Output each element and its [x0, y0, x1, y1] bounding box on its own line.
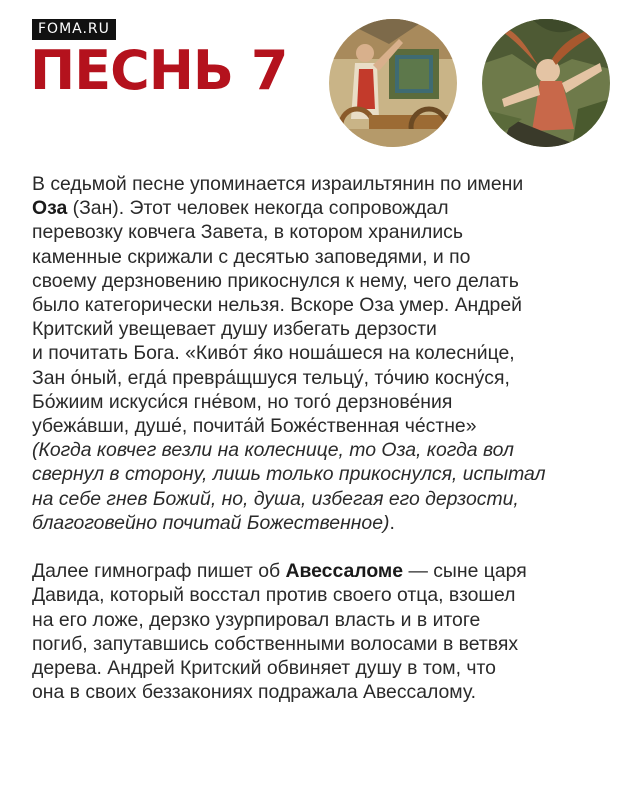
text-fragment: .	[389, 511, 395, 534]
text-line: Давида, который восстал против своего отца, взошел	[32, 584, 516, 607]
text-line: она в своих беззакониях подражала Авессалому.	[32, 681, 476, 704]
translation-line	[32, 511, 622, 535]
text-line: было категорически нельзя. Вскоре Оза умер. Андрей	[32, 294, 522, 317]
translation-line: свернул в сторону, лишь только прикоснулся, испытал	[32, 463, 546, 486]
paragraph-gap	[32, 535, 622, 559]
text-line: Зан о́ный, егда́ превра́щшуся тельцу́, то́чию косну́ся,	[32, 366, 510, 389]
text-line: Критский увещевает душу избегать дерзости	[32, 318, 437, 341]
text-line: каменные скрижали с десятью заповедями, и по	[32, 245, 471, 268]
paragraph-absalom	[32, 559, 622, 704]
text-line: дерева. Андрей Критский обвиняет душу в том, что	[32, 657, 496, 680]
page-title: ПЕСНЬ 7	[30, 39, 288, 102]
article-body	[32, 172, 622, 704]
name-oza: Оза	[32, 197, 68, 220]
paragraph-oza	[32, 172, 622, 535]
illustration-ark-cart	[329, 19, 457, 147]
translation-line: (Когда ковчег везли на колеснице, то Оза, когда вол	[32, 439, 514, 462]
illustration-absalom	[482, 19, 610, 147]
text-line: и почитать Бога. «Киво́т я́ко ноша́шеся на колесни́це,	[32, 342, 515, 365]
text-line: В седьмой песне упоминается израильтянин по имени	[32, 173, 524, 195]
name-absalom: Авессаломе	[285, 560, 404, 583]
ark-painting-icon	[329, 19, 457, 147]
text-line	[32, 196, 622, 220]
text-fragment: (Зан). Этот человек некогда сопровождал	[67, 197, 449, 220]
text-line: своему дерзновению прикоснулся к нему, чего делать	[32, 269, 519, 292]
text-line: погиб, запутавшись собственными волосами в ветвях	[32, 632, 519, 655]
absalom-painting-icon	[482, 19, 610, 147]
brand-logo[interactable]: FOMA.RU	[32, 19, 116, 40]
text-fragment: Далее гимнограф пишет об	[32, 560, 286, 583]
text-fragment: — сыне царя	[403, 560, 527, 583]
text-line	[32, 559, 622, 583]
text-line: на его ложе, дерзко узурпировал власть и в итоге	[32, 608, 481, 631]
text-line: Бо́жиим искуси́ся гне́вом, но того́ дерзнове́ния	[32, 390, 453, 413]
text-line: убежа́вши, душе́, почита́й Боже́ственная че́стне»	[32, 415, 477, 438]
text-fragment: благоговейно почитай Божественное)	[32, 511, 390, 534]
text-line: перевозку ковчега Завета, в котором хранились	[32, 221, 463, 244]
translation-line: на себе гнев Божий, но, душа, избегая его дерзости,	[32, 487, 519, 510]
